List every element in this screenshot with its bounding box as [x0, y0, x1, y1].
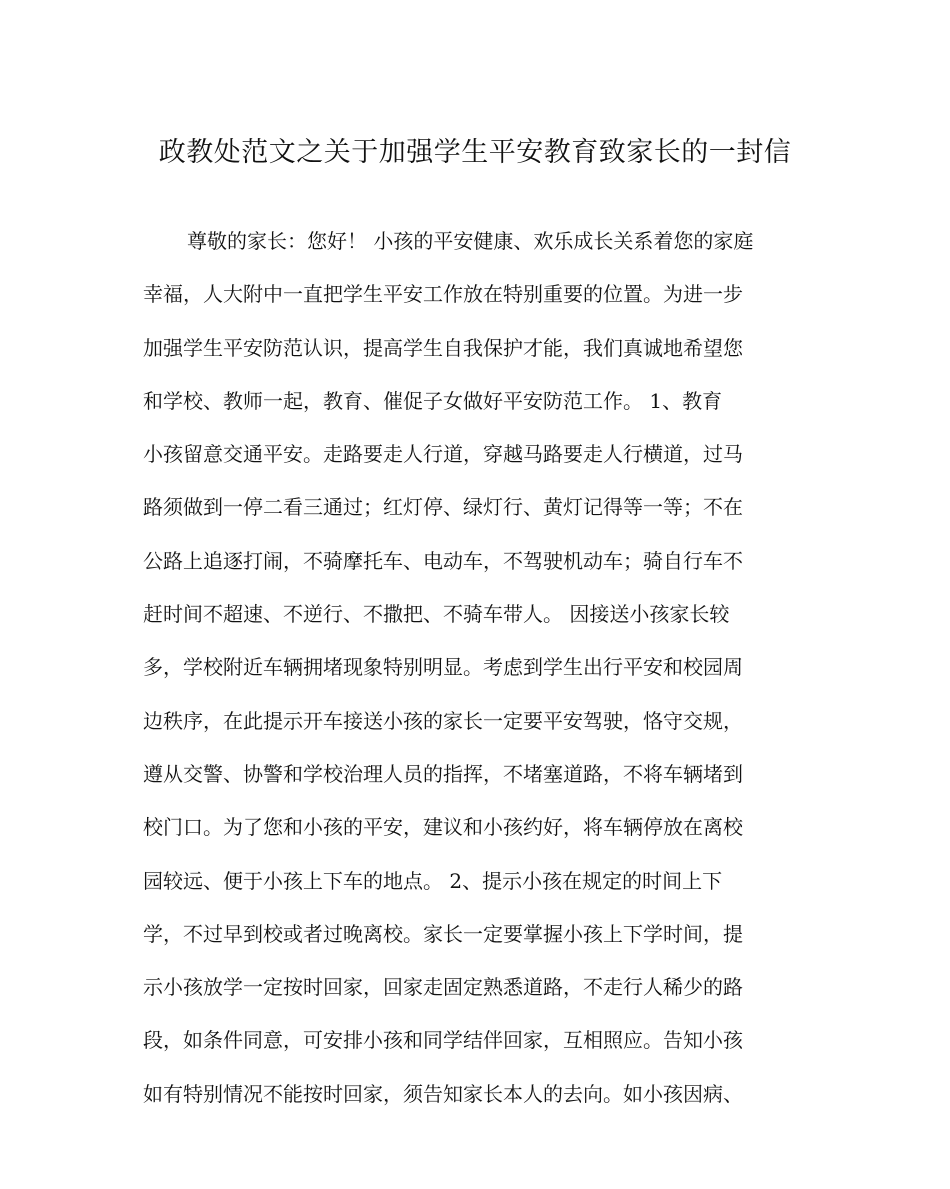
body-line: 公路上追逐打闹，不骑摩托车、电动车，不驾驶机动车；骑自行车不 [143, 548, 743, 573]
body-line: 校门口。为了您和小孩的平安，建议和小孩约好，将车辆停放在离校 [143, 815, 743, 840]
body-line: 尊敬的家长：您好！ 小孩的平安健康、欢乐成长关系着您的家庭 [187, 229, 754, 253]
body-line: 学，不过早到校或者过晚离校。家长一定要掌握小孩上下学时间，提 [143, 921, 743, 946]
body-line: 幸福，人大附中一直把学生平安工作放在特别重要的位置。为进一步 [143, 282, 743, 307]
document-title: 政教处范文之关于加强学生平安教育致家长的一封信 [158, 137, 792, 168]
body-line: 如有特别情况不能按时回家，须告知家长本人的去向。如小孩因病、 [143, 1081, 743, 1106]
body-line: 路须做到一停二看三通过；红灯停、绿灯行、黄灯记得等一等；不在 [143, 495, 743, 520]
body-line: 遵从交警、协警和学校治理人员的指挥，不堵塞道路，不将车辆堵到 [143, 761, 743, 786]
body-line: 和学校、教师一起，教育、催促子女做好平安防范工作。 1、教育 [143, 388, 723, 413]
body-line: 多，学校附近车辆拥堵现象特别明显。考虑到学生出行平安和校园周 [143, 655, 743, 680]
body-line: 赶时间不超速、不逆行、不撒把、不骑车带人。 因接送小孩家长较 [143, 602, 730, 627]
body-line: 小孩留意交通平安。走路要走人行道，穿越马路要走人行横道，过马 [143, 442, 743, 467]
body-line: 边秩序，在此提示开车接送小孩的家长一定要平安驾驶，恪守交规， [143, 708, 743, 733]
body-line: 园较远、便于小孩上下车的地点。 2、提示小孩在规定的时间上下 [143, 868, 723, 893]
body-line: 段，如条件同意，可安排小孩和同学结伴回家，互相照应。告知小孩 [143, 1028, 743, 1053]
body-line: 加强学生平安防范认识，提高学生自我保护才能，我们真诚地希望您 [143, 335, 743, 360]
document-body [143, 215, 808, 1121]
body-line: 示小孩放学一定按时回家，回家走固定熟悉道路，不走行人稀少的路 [143, 975, 743, 1000]
